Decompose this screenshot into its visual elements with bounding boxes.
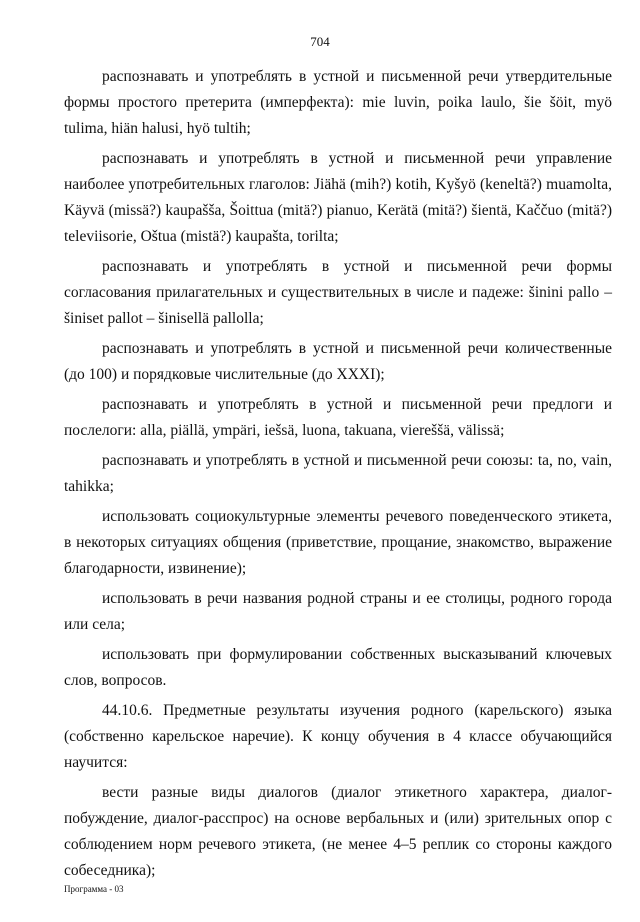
- paragraph-speech-etiquette: использовать социокультурные элементы речевого поведенческого этикета, в некоторых ситуациях общения (приветствие, прощание, знакомство, выражение благодарности, извинение);: [64, 508, 612, 577]
- paragraph-prepositions: распознавать и употреблять в устной и письменной речи предлоги и послелоги: alla, piällä, ympäri, iešsä, luona, takuana, viereššä, välissä;: [64, 396, 612, 439]
- paragraph-section-heading: 44.10.6. Предметные результаты изучения родного (карельского) языка (собственно карельское наречие). К концу обучения в 4 классе обучающийся научится:: [64, 702, 612, 771]
- paragraph-verb-past-forms: распознавать и употреблять в устной и письменной речи утвердительные формы простого претерита (имперфекта): mie luvin, poika laulo, šie šöit, myö tulima, hiän halusi, hyö tultih;: [64, 68, 612, 137]
- paragraph-key-words: использовать при формулировании собственных высказываний ключевых слов, вопросов.: [64, 646, 612, 689]
- paragraph-verb-government: распознавать и употреблять в устной и письменной речи управление наиболее употребительных глаголов: Jiähä (mih?) kotih, Kyšyö (keneltä?) muamolta, Käyvä (missä?) kaupašša, Šoittua (mitä?) pianuo, Kerätä (mitä?) šientä, Kaččuo (mitä?) televiisorie, Oštua (mistä?) kaupašta, torilta;: [64, 150, 612, 245]
- paragraph-numerals: распознавать и употреблять в устной и письменной речи количественные (до 100) и порядковые числительные (до XXXI);: [64, 340, 612, 383]
- page-number: 704: [310, 34, 330, 49]
- footer-label: Программа - 03: [64, 884, 124, 894]
- paragraph-dialogues: вести разные виды диалогов (диалог этикетного характера, диалог-побуждение, диалог-расспрос) на основе вербальных и (или) зрительных опор с соблюдением норм речевого этикета, (не менее 4–5 реплик со стороны каждого собеседника);: [64, 784, 612, 879]
- document-body: [64, 64, 612, 888]
- paragraph-country-names: использовать в речи названия родной страны и ее столицы, родного города или села;: [64, 590, 612, 633]
- paragraph-conjunctions: распознавать и употреблять в устной и письменной речи союзы: ta, no, vain, tahikka;: [64, 452, 612, 495]
- paragraph-agreement-forms: распознавать и употреблять в устной и письменной речи формы согласования прилагательных и существительных в числе и падеже: šinini pallo – šiniset pallot – šinisellä pallolla;: [64, 258, 612, 327]
